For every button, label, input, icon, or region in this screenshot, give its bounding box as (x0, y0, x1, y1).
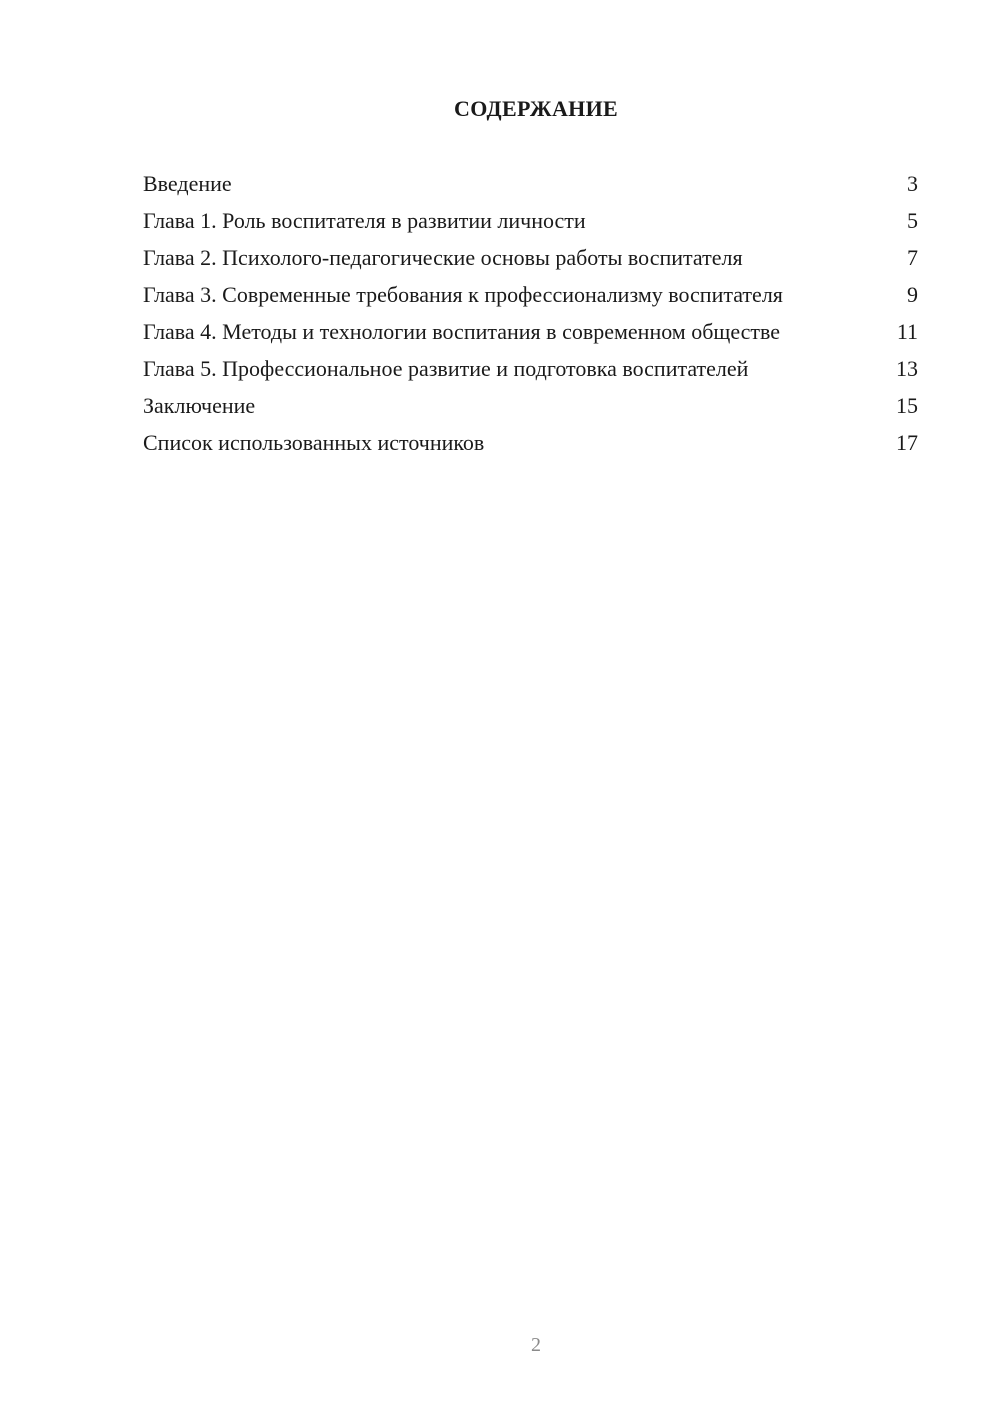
toc-entry-text: Глава 1. Роль воспитателя в развитии личности (143, 208, 586, 233)
toc-entry-chapter-1[interactable] (143, 207, 918, 234)
table-of-contents (143, 170, 918, 466)
toc-entry-chapter-3[interactable] (143, 281, 918, 308)
page-number: 2 (531, 1334, 541, 1356)
toc-entry-chapter-5[interactable] (143, 355, 918, 382)
toc-entry-introduction[interactable] (143, 170, 918, 197)
toc-entry-text: Глава 5. Профессиональное развитие и подготовка воспитателей (143, 356, 749, 381)
toc-entry-chapter-4[interactable] (143, 318, 918, 345)
toc-entry-page: 9 (907, 282, 918, 307)
toc-entry-page: 13 (896, 356, 918, 381)
toc-entry-chapter-2[interactable] (143, 244, 918, 271)
toc-entry-page: 15 (896, 393, 918, 418)
toc-entry-text: Глава 4. Методы и технологии воспитания в современном обществе (143, 319, 781, 344)
toc-entry-conclusion[interactable] (143, 392, 918, 419)
toc-entry-page: 17 (896, 430, 918, 455)
toc-entry-text: Глава 2. Психолого-педагогические основы работы воспитателя (143, 245, 743, 270)
page-title: СОДЕРЖАНИЕ (454, 96, 618, 121)
toc-entry-text: Глава 3. Современные требования к профессионализму воспитателя (143, 282, 783, 307)
toc-entry-text: Список использованных источников (143, 430, 485, 455)
toc-entry-page: 11 (896, 319, 918, 344)
toc-entry-text: Заключение (143, 393, 256, 418)
toc-entry-references[interactable] (143, 429, 918, 456)
toc-entry-page: 5 (907, 208, 918, 233)
toc-entry-page: 7 (907, 245, 918, 270)
toc-entry-page: 3 (907, 171, 918, 196)
toc-entry-text: Введение (143, 171, 232, 196)
